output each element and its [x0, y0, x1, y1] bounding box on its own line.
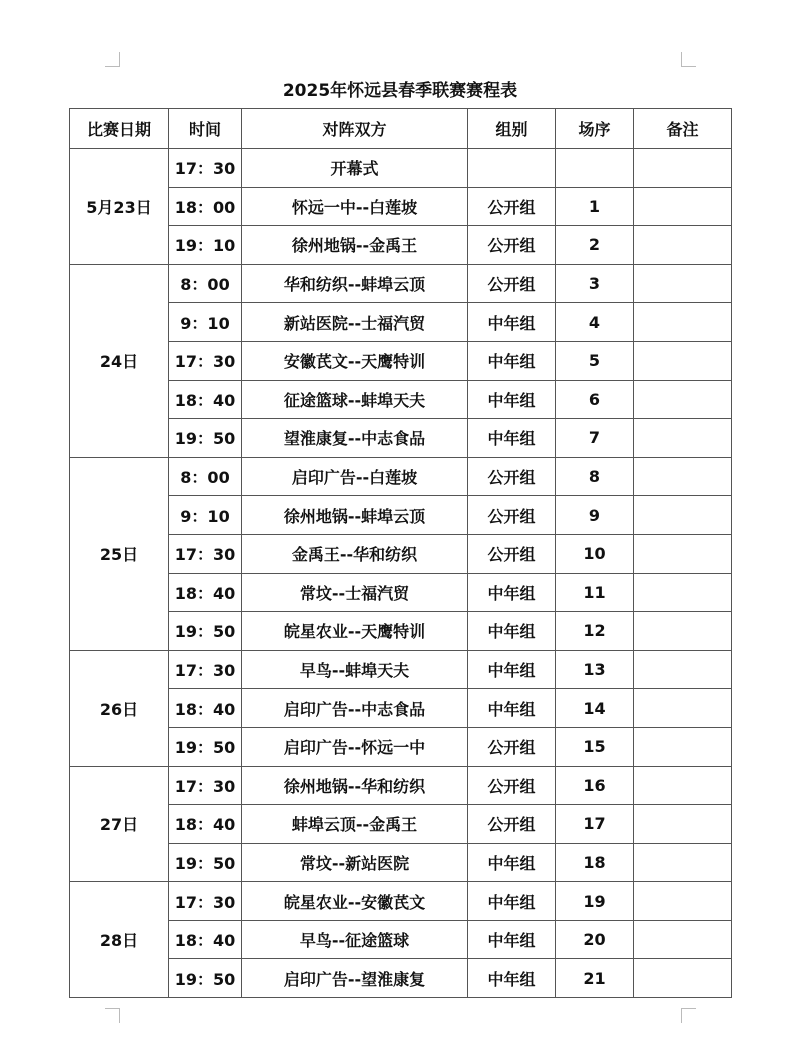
match-cell: 开幕式	[242, 149, 468, 188]
order-cell: 16	[556, 766, 634, 805]
order-cell: 9	[556, 496, 634, 535]
time-cell: 19：10	[169, 226, 242, 265]
table-row	[70, 419, 732, 458]
match-cell: 启印广告--怀远一中	[242, 727, 468, 766]
note-cell	[634, 419, 732, 458]
note-cell	[634, 226, 732, 265]
note-cell	[634, 496, 732, 535]
order-cell: 4	[556, 303, 634, 342]
note-cell	[634, 149, 732, 188]
header-match: 对阵双方	[242, 109, 468, 149]
time-cell: 17：30	[169, 766, 242, 805]
group-cell: 中年组	[468, 573, 556, 612]
table-row	[70, 226, 732, 265]
table-row	[70, 534, 732, 573]
group-cell: 公开组	[468, 496, 556, 535]
match-cell: 皖星农业--安徽芪文	[242, 882, 468, 921]
group-cell: 中年组	[468, 920, 556, 959]
time-cell: 18：00	[169, 187, 242, 226]
order-cell: 12	[556, 612, 634, 651]
table-row	[70, 650, 732, 689]
match-cell: 皖星农业--天鹰特训	[242, 612, 468, 651]
table-row	[70, 727, 732, 766]
table-row	[70, 303, 732, 342]
group-cell: 中年组	[468, 303, 556, 342]
order-cell: 8	[556, 457, 634, 496]
match-cell: 启印广告--白莲坡	[242, 457, 468, 496]
match-cell: 徐州地锅--蚌埠云顶	[242, 496, 468, 535]
match-cell: 蚌埠云顶--金禹王	[242, 805, 468, 844]
time-cell: 17：30	[169, 149, 242, 188]
note-cell	[634, 805, 732, 844]
time-cell: 17：30	[169, 650, 242, 689]
time-cell: 18：40	[169, 805, 242, 844]
note-cell	[634, 380, 732, 419]
match-cell: 早鸟--征途篮球	[242, 920, 468, 959]
time-cell: 18：40	[169, 689, 242, 728]
table-row	[70, 882, 732, 921]
match-cell: 启印广告--望淮康复	[242, 959, 468, 998]
order-cell: 15	[556, 727, 634, 766]
group-cell: 公开组	[468, 805, 556, 844]
group-cell: 公开组	[468, 264, 556, 303]
time-cell: 19：50	[169, 419, 242, 458]
group-cell: 中年组	[468, 843, 556, 882]
match-cell: 启印广告--中志食品	[242, 689, 468, 728]
order-cell: 13	[556, 650, 634, 689]
note-cell	[634, 573, 732, 612]
time-cell: 19：50	[169, 959, 242, 998]
time-cell: 19：50	[169, 843, 242, 882]
note-cell	[634, 766, 732, 805]
match-date-cell: 25日	[70, 457, 169, 650]
page-corner-mark	[105, 1008, 120, 1023]
table-row	[70, 496, 732, 535]
match-cell: 华和纺织--蚌埠云顶	[242, 264, 468, 303]
group-cell: 中年组	[468, 959, 556, 998]
table-row	[70, 612, 732, 651]
group-cell: 中年组	[468, 882, 556, 921]
group-cell: 中年组	[468, 689, 556, 728]
header-date: 比赛日期	[70, 109, 169, 149]
table-row	[70, 843, 732, 882]
table-row	[70, 959, 732, 998]
order-cell: 11	[556, 573, 634, 612]
time-cell: 19：50	[169, 612, 242, 651]
order-cell	[556, 149, 634, 188]
order-cell: 10	[556, 534, 634, 573]
group-cell: 中年组	[468, 380, 556, 419]
order-cell: 5	[556, 341, 634, 380]
note-cell	[634, 920, 732, 959]
note-cell	[634, 612, 732, 651]
note-cell	[634, 303, 732, 342]
order-cell: 20	[556, 920, 634, 959]
group-cell: 中年组	[468, 612, 556, 651]
table-row	[70, 264, 732, 303]
note-cell	[634, 882, 732, 921]
time-cell: 17：30	[169, 534, 242, 573]
match-cell: 常坟--新站医院	[242, 843, 468, 882]
group-cell: 公开组	[468, 187, 556, 226]
group-cell: 中年组	[468, 419, 556, 458]
schedule-body	[70, 149, 732, 998]
note-cell	[634, 689, 732, 728]
note-cell	[634, 843, 732, 882]
group-cell	[468, 149, 556, 188]
table-row	[70, 920, 732, 959]
time-cell: 8：00	[169, 264, 242, 303]
page-corner-mark	[681, 1008, 696, 1023]
time-cell: 17：30	[169, 882, 242, 921]
match-cell: 望淮康复--中志食品	[242, 419, 468, 458]
document-title: 2025年怀远县春季联赛赛程表	[282, 81, 518, 101]
header-group: 组别	[468, 109, 556, 149]
note-cell	[634, 457, 732, 496]
match-cell: 徐州地锅--华和纺织	[242, 766, 468, 805]
group-cell: 公开组	[468, 226, 556, 265]
order-cell: 1	[556, 187, 634, 226]
match-cell: 金禹王--华和纺织	[242, 534, 468, 573]
time-cell: 9：10	[169, 496, 242, 535]
note-cell	[634, 534, 732, 573]
match-date-cell: 28日	[70, 882, 169, 998]
table-row	[70, 766, 732, 805]
order-cell: 6	[556, 380, 634, 419]
match-cell: 常坟--士福汽贸	[242, 573, 468, 612]
table-row	[70, 149, 732, 188]
table-row	[70, 187, 732, 226]
order-cell: 7	[556, 419, 634, 458]
group-cell: 公开组	[468, 534, 556, 573]
match-date-cell: 27日	[70, 766, 169, 882]
order-cell: 19	[556, 882, 634, 921]
match-cell: 安徽芪文--天鹰特训	[242, 341, 468, 380]
note-cell	[634, 959, 732, 998]
time-cell: 8：00	[169, 457, 242, 496]
group-cell: 中年组	[468, 341, 556, 380]
note-cell	[634, 650, 732, 689]
page-corner-mark	[105, 52, 120, 67]
note-cell	[634, 264, 732, 303]
order-cell: 2	[556, 226, 634, 265]
time-cell: 18：40	[169, 920, 242, 959]
table-row	[70, 573, 732, 612]
note-cell	[634, 187, 732, 226]
time-cell: 18：40	[169, 573, 242, 612]
group-cell: 公开组	[468, 457, 556, 496]
note-cell	[634, 341, 732, 380]
time-cell: 17：30	[169, 341, 242, 380]
order-cell: 14	[556, 689, 634, 728]
match-date-cell: 5月23日	[70, 149, 169, 265]
group-cell: 公开组	[468, 766, 556, 805]
group-cell: 公开组	[468, 727, 556, 766]
match-cell: 怀远一中--白莲坡	[242, 187, 468, 226]
table-row	[70, 341, 732, 380]
schedule-table	[69, 108, 732, 998]
match-date-cell: 24日	[70, 264, 169, 457]
time-cell: 18：40	[169, 380, 242, 419]
table-row	[70, 380, 732, 419]
header-order: 场序	[556, 109, 634, 149]
order-cell: 18	[556, 843, 634, 882]
order-cell: 21	[556, 959, 634, 998]
header-note: 备注	[634, 109, 732, 149]
header-row	[70, 109, 732, 149]
note-cell	[634, 727, 732, 766]
header-time: 时间	[169, 109, 242, 149]
match-cell: 新站医院--士福汽贸	[242, 303, 468, 342]
table-row	[70, 457, 732, 496]
match-cell: 徐州地锅--金禹王	[242, 226, 468, 265]
order-cell: 17	[556, 805, 634, 844]
page-corner-mark	[681, 52, 696, 67]
order-cell: 3	[556, 264, 634, 303]
group-cell: 中年组	[468, 650, 556, 689]
match-cell: 早鸟--蚌埠天夫	[242, 650, 468, 689]
time-cell: 9：10	[169, 303, 242, 342]
table-row	[70, 689, 732, 728]
table-row	[70, 805, 732, 844]
match-cell: 征途篮球--蚌埠天夫	[242, 380, 468, 419]
match-date-cell: 26日	[70, 650, 169, 766]
time-cell: 19：50	[169, 727, 242, 766]
